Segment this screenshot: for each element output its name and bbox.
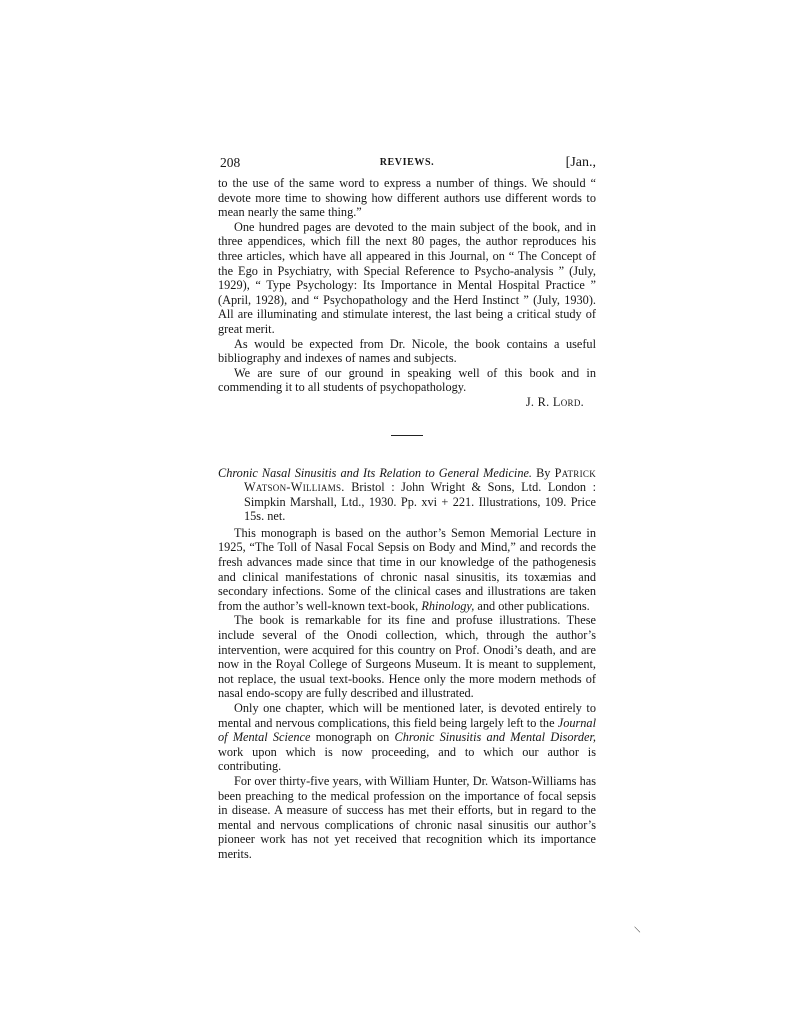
review2-paragraph-1: [218, 526, 596, 614]
publication-details: Bristol : John Wright & Sons, Ltd. London : Simpkin Marshall, Ltd., 1930. Pp. xvi + 221. Illustrations, 109. Price 15s. net.: [244, 480, 597, 524]
review1-paragraph-4: We are sure of our ground in speaking well of this book and in commending it to all students of psychopathology.: [218, 365, 596, 395]
review2-paragraph-2: The book is remarkable for its fine and profuse illustrations. These include several of the Onodi collection, which, through the author’s intervention, were acquired for this country on Prof. Onodi’s death, and are now in the Royal College of Surgeons Museum. It is meant to supplement, not replace, the usual text-books. Hence only the more modern methods of nasal endo-scopy are fully described and illustrated.: [218, 613, 596, 701]
rhinology-title: Rhinology,: [421, 598, 475, 613]
section-divider: [391, 435, 423, 436]
text-column: [218, 154, 596, 862]
review2-p1-text: This monograph is based on the author’s Semon Memorial Lecture in 1925, “The Toll of Nasal Focal Sepsis on Body and Mind,” and records the fresh advances made since that time in our knowledge of the pathogenesis and clinical manifestations of chronic nasal sinusitis, its toxæmias and secondary infections. Some of the clinical cases and illustrations are taken from the author’s well-known text-book,: [218, 525, 596, 613]
review1-paragraph-2: One hundred pages are devoted to the main subject of the book, and in three appendices, which fill the next 80 pages, the author reproduces his three articles, which have all appeared in this Journal, on “ The Concept of the Ego in Psychiatry, with Special Reference to Psycho-analysis ” (July, 1929), “ Type Psychology: Its Importance in Mental Hospital Practice ” (April, 1928), and “ Psychopathology and the Herd Instinct ” (July, 1930). All are illuminating and stimulate interest, the last being a critical study of great merit.: [218, 219, 596, 336]
book-citation: [218, 466, 596, 524]
review2-p3-end: work upon which is now proceeding, and to which our author is contributing.: [218, 744, 596, 774]
book-author: Patrick Watson-Williams.: [244, 465, 597, 495]
review-watson-williams: [218, 466, 596, 862]
page-number: 208: [220, 155, 241, 170]
reviewer-signature: J. R. Lord.: [525, 394, 584, 409]
book-title: Chronic Nasal Sinusitis and Its Relation to General Medicine.: [218, 465, 533, 480]
review2-paragraph-4: For over thirty-five years, with William Hunter, Dr. Watson-Williams has been preaching to the medical profession on the importance of focal sepsis in disease. A measure of success has met their efforts, but in regard to the mental and nervous complications of chronic nasal sinusitis our author’s pioneer work has not yet received that recognition which its importance merits.: [218, 773, 596, 861]
stray-mark: \: [633, 923, 642, 937]
review2-p3-mid: monograph on: [315, 730, 390, 745]
issue-marker: [Jan.,: [565, 155, 596, 170]
journal-title: Journal of Mental Science: [218, 715, 596, 745]
review2-p3-start: Only one chapter, which will be mentioned later, is devoted entirely to mental and nervous complications, this field being largely left to the: [218, 701, 596, 730]
running-head: [218, 154, 596, 176]
review2-p1-end: and other publications.: [477, 598, 590, 613]
monograph-title: Chronic Sinusitis and Mental Disorder,: [394, 730, 596, 745]
review2-paragraph-3: [218, 701, 596, 774]
review1-paragraph-1: to the use of the same word to express a number of things. We should “ devote more time to showing how different authors use different words to mean nearly the same thing.”: [218, 176, 596, 220]
section-title: REVIEWS.: [379, 157, 435, 168]
review1-paragraph-3: As would be expected from Dr. Nicole, the book contains a useful bibliography and indexes of names and subjects.: [218, 336, 596, 366]
review-nicole-continued: [218, 176, 596, 395]
review2-body: [218, 526, 596, 862]
citation-by: By: [536, 465, 551, 480]
